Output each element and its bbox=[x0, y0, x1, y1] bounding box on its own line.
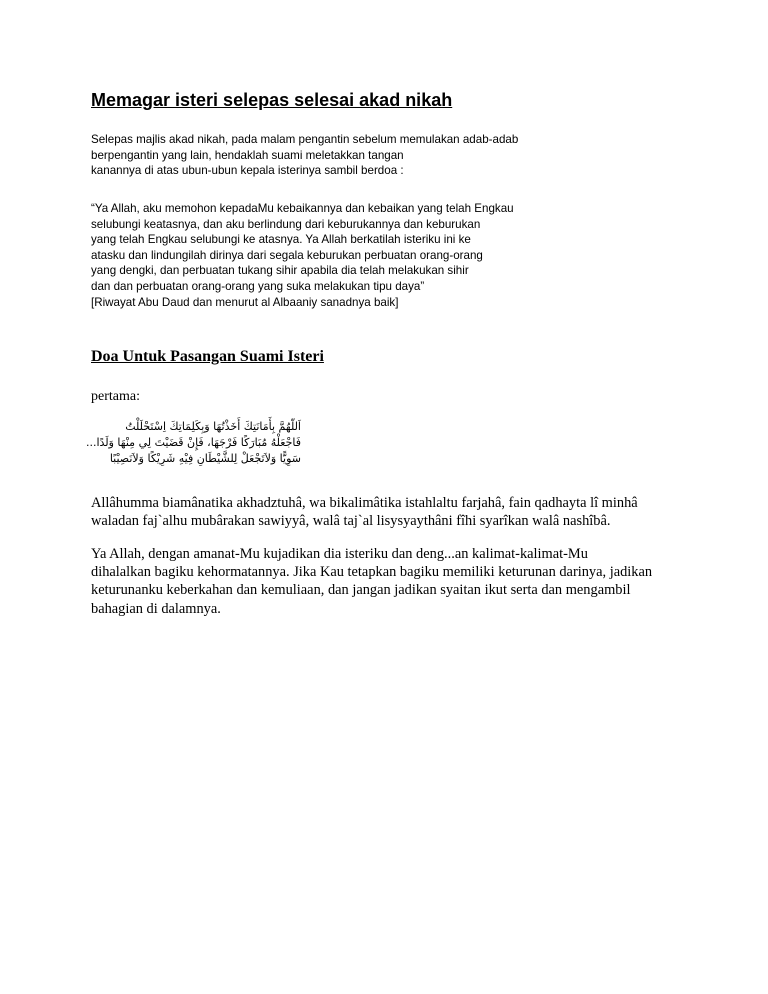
translation-line: Ya Allah, dengan amanat-Mu kujadikan dia isteriku dan deng...an kalimat-kalimat-Mu bbox=[91, 546, 588, 562]
intro-line: kanannya di atas ubun-ubun kepala isterinya sambil berdoa : bbox=[91, 164, 404, 178]
citation-line: [Riwayat Abu Daud dan menurut al Albaaniy sanadnya baik] bbox=[91, 295, 399, 309]
prayer-quote bbox=[91, 201, 514, 310]
intro-paragraph bbox=[91, 132, 518, 179]
section-title: Doa Untuk Pasangan Suami Isteri bbox=[91, 348, 324, 365]
page-title: Memagar isteri selepas selesai akad nikah bbox=[91, 90, 453, 110]
arabic-line: سَوِيًّا وَلاَتَجْعَلْ لِلشَّيْطَانِ فِيْهِ شَرِيْكًا وَلاَنَصِيْبًا bbox=[109, 452, 301, 465]
subheading: pertama: bbox=[91, 389, 140, 404]
translation-paragraph bbox=[91, 545, 652, 618]
translation-line: dihalalkan bagiku kehormatannya. Jika Kau tetapkan bagiku memiliki keturunan darinya, jadikan bbox=[91, 564, 653, 581]
arabic-line: فَاجْعَلْهُ مُبَارَكًا فَرْجَهَا، فَإِنْ قَضَيْتَ لِي مِنْهَا وَلَدًا... bbox=[85, 436, 301, 449]
translation-line: bahagian di dalamnya. bbox=[91, 600, 221, 617]
quote-line: dan dan perbuatan orang-orang yang suka melakukan tipu daya” bbox=[91, 279, 425, 293]
quote-line: yang dengki, dan perbuatan tukang sihir apabila dia telah melakukan sihir bbox=[91, 264, 469, 278]
arabic-prayer bbox=[85, 419, 301, 467]
transliteration-line: waladan faj`alhu mubârakan sawiyyâ, walâ taj`al lisysyaythâni fîhi syarîkan walâ nashîbâ. bbox=[91, 513, 611, 530]
arabic-line: اَللّهُمَّ بِأَمَانَتِكَ أَخَذْتُهَا وَبِكَلِمَاتِكَ اِسْتَحْلَلْتُ bbox=[125, 420, 301, 433]
intro-line: berpengantin yang lain, hendaklah suami meletakkan tangan bbox=[91, 148, 404, 162]
quote-line: “Ya Allah, aku memohon kepadaMu kebaikannya dan kebaikan yang telah Engkau bbox=[91, 202, 514, 215]
quote-line: atasku dan lindungilah dirinya dari segala keburukan perbuatan orang-orang bbox=[91, 248, 483, 262]
transliteration-paragraph bbox=[91, 494, 638, 530]
intro-line: Selepas majlis akad nikah, pada malam pengantin sebelum memulakan adab-adab bbox=[91, 133, 519, 146]
quote-line: selubungi keatasnya, dan aku berlindung dari keburukannya dan keburukan bbox=[91, 217, 481, 231]
translation-line: keturunanku keberkahan dan kemuliaan, dan jangan jadikan syaitan ikut serta dan mengambil bbox=[91, 582, 631, 599]
transliteration-line: Allâhumma biamânatika akhadztuhâ, wa bikalimâtika istahlaltu farjahâ, fain qadhayta lî minhâ bbox=[91, 495, 638, 511]
quote-line: yang telah Engkau selubungi ke atasnya. Ya Allah berkatilah isteriku ini ke bbox=[91, 233, 471, 247]
